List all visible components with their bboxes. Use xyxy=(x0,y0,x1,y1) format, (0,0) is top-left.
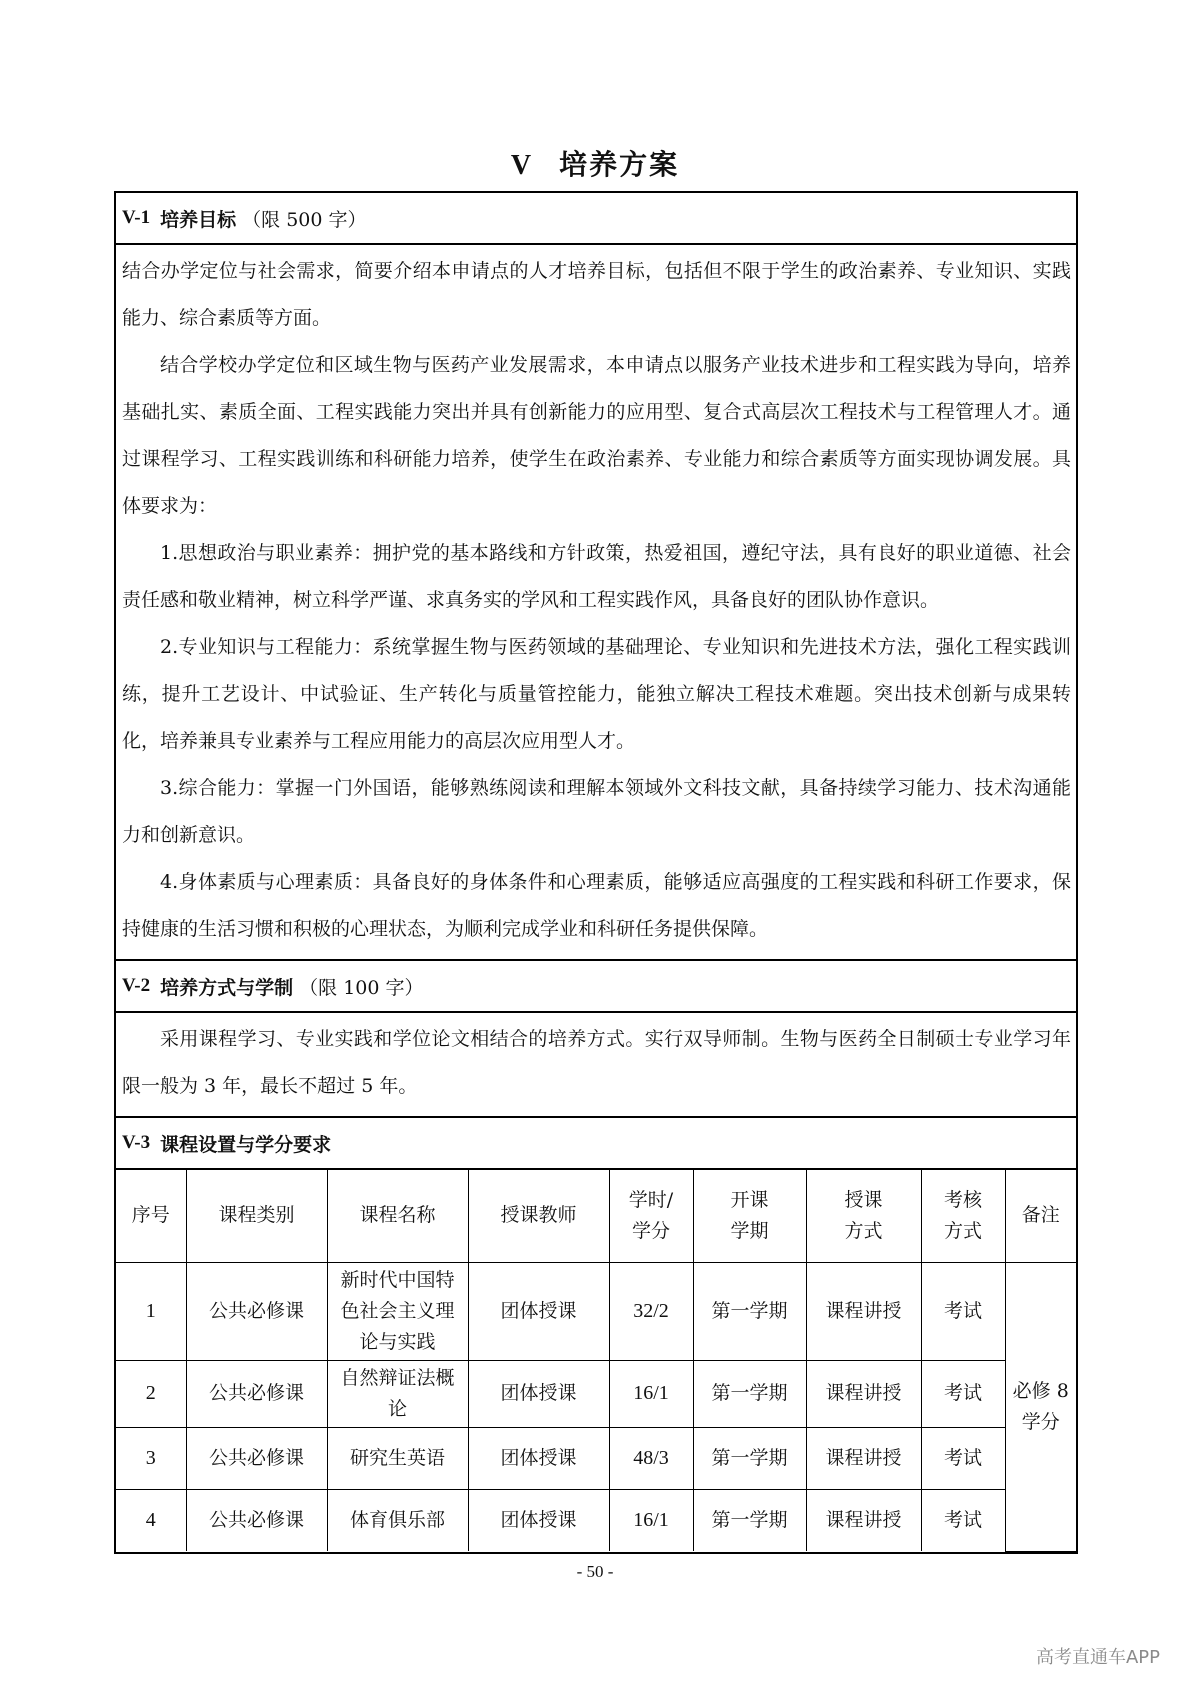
header-no: 序号 xyxy=(116,1170,186,1262)
cell-term: 第一学期 xyxy=(693,1360,806,1427)
header-exam: 考核 方式 xyxy=(921,1170,1005,1262)
header-course: 课程名称 xyxy=(327,1170,468,1262)
cell-no: 2 xyxy=(116,1360,186,1427)
section-v1-para-4: 3.综合能力：掌握一门外国语，能够熟练阅读和理解本领域外文科技文献，具备持续学习能力、技术沟通能力和创新意识。 xyxy=(122,777,1071,846)
cell-exam: 考试 xyxy=(921,1427,1005,1489)
header-note: 备注 xyxy=(1005,1170,1076,1262)
page-title-text: 培养方案 xyxy=(559,148,680,181)
cell-method: 课程讲授 xyxy=(806,1489,921,1551)
cell-hours: 48/3 xyxy=(609,1427,693,1489)
section-v3-code: V-3 xyxy=(122,1132,151,1153)
cell-teacher: 团体授课 xyxy=(468,1489,609,1551)
section-v1-header xyxy=(116,193,1076,245)
section-v1-para-1: 结合学校办学定位和区域生物与医药产业发展需求，本申请点以服务产业技术进步和工程实践为导向，培养基础扎实、素质全面、工程实践能力突出并具有创新能力的应用型、复合式高层次工程技术与工程管理人才。通过课程学习、工程实践训练和科研能力培养，使学生在政治素养、专业能力和综合素质等方面实现协调发展。具体要求为： xyxy=(122,354,1071,517)
cell-course: 新时代中国特色社会主义理论与实践 xyxy=(327,1262,468,1360)
table-row xyxy=(116,1427,1076,1489)
cell-no: 4 xyxy=(116,1489,186,1551)
section-v2-code: V-2 xyxy=(122,975,151,996)
cell-no: 1 xyxy=(116,1262,186,1360)
cell-method: 课程讲授 xyxy=(806,1360,921,1427)
section-v3-name: 课程设置与学分要求 xyxy=(160,1133,332,1156)
table-row xyxy=(116,1489,1076,1551)
cell-term: 第一学期 xyxy=(693,1262,806,1360)
section-v1-para-3: 2.专业知识与工程能力：系统掌握生物与医药领域的基础理论、专业知识和先进技术方法，强化工程实践训练，提升工艺设计、中试验证、生产转化与质量管控能力，能独立解决工程技术难题。突出技术创新与成果转化，培养兼具专业素养与工程应用能力的高层次应用型人才。 xyxy=(122,636,1071,752)
cell-term: 第一学期 xyxy=(693,1427,806,1489)
cell-category: 公共必修课 xyxy=(186,1262,327,1360)
header-method: 授课 方式 xyxy=(806,1170,921,1262)
header-term: 开课 学期 xyxy=(693,1170,806,1262)
table-row xyxy=(116,1262,1076,1360)
cell-note: 必修 8 学分 xyxy=(1005,1262,1076,1551)
header-category: 课程类别 xyxy=(186,1170,327,1262)
section-v2-body xyxy=(116,1013,1076,1118)
cell-method: 课程讲授 xyxy=(806,1262,921,1360)
section-v1-body xyxy=(116,245,1076,961)
cell-category: 公共必修课 xyxy=(186,1360,327,1427)
section-v1-name: 培养目标 xyxy=(160,208,237,231)
section-v1-prompt: 结合办学定位与社会需求，简要介绍本申请点的人才培养目标，包括但不限于学生的政治素养、专业知识、实践能力、综合素质等方面。 xyxy=(122,260,1071,329)
cell-course: 自然辩证法概论 xyxy=(327,1360,468,1427)
watermark: 高考直通车APP xyxy=(1035,1647,1160,1668)
section-v1-para-2: 1.思想政治与职业素养：拥护党的基本路线和方针政策，热爱祖国，遵纪守法，具有良好的职业道德、社会责任感和敬业精神，树立科学严谨、求真务实的学风和工程实践作风，具备良好的团队协作意识。 xyxy=(122,542,1071,611)
table-header-row xyxy=(116,1170,1076,1262)
section-v3-header xyxy=(116,1118,1076,1170)
cell-category: 公共必修课 xyxy=(186,1489,327,1551)
cell-teacher: 团体授课 xyxy=(468,1262,609,1360)
cell-exam: 考试 xyxy=(921,1360,1005,1427)
form-frame xyxy=(114,191,1078,1554)
section-v1-code: V-1 xyxy=(122,207,151,228)
cell-method: 课程讲授 xyxy=(806,1427,921,1489)
page-title xyxy=(0,143,1190,183)
cell-term: 第一学期 xyxy=(693,1489,806,1551)
header-teacher: 授课教师 xyxy=(468,1170,609,1262)
page-number: - 50 - xyxy=(576,1562,614,1581)
cell-hours: 32/2 xyxy=(609,1262,693,1360)
page-title-number: V xyxy=(510,150,534,181)
section-v2-para-1: 采用课程学习、专业实践和学位论文相结合的培养方式。实行双导师制。生物与医药全日制硕士专业学习年限一般为 3 年，最长不超过 5 年。 xyxy=(122,1028,1071,1097)
section-v2-limit: （限 100 字） xyxy=(299,976,424,999)
section-v2-name: 培养方式与学制 xyxy=(160,976,294,999)
cell-hours: 16/1 xyxy=(609,1360,693,1427)
cell-teacher: 团体授课 xyxy=(468,1360,609,1427)
section-v1-limit: （限 500 字） xyxy=(242,208,367,231)
cell-exam: 考试 xyxy=(921,1262,1005,1360)
table-row xyxy=(116,1360,1076,1427)
header-hours: 学时/ 学分 xyxy=(609,1170,693,1262)
section-v1-para-5: 4.身体素质与心理素质：具备良好的身体条件和心理素质，能够适应高强度的工程实践和科研工作要求，保持健康的生活习惯和积极的心理状态，为顺利完成学业和科研任务提供保障。 xyxy=(122,871,1071,940)
cell-no: 3 xyxy=(116,1427,186,1489)
course-table xyxy=(116,1170,1076,1552)
cell-teacher: 团体授课 xyxy=(468,1427,609,1489)
cell-exam: 考试 xyxy=(921,1489,1005,1551)
cell-course: 体育俱乐部 xyxy=(327,1489,468,1551)
cell-hours: 16/1 xyxy=(609,1489,693,1551)
cell-course: 研究生英语 xyxy=(327,1427,468,1489)
section-v2-header xyxy=(116,961,1076,1013)
cell-category: 公共必修课 xyxy=(186,1427,327,1489)
